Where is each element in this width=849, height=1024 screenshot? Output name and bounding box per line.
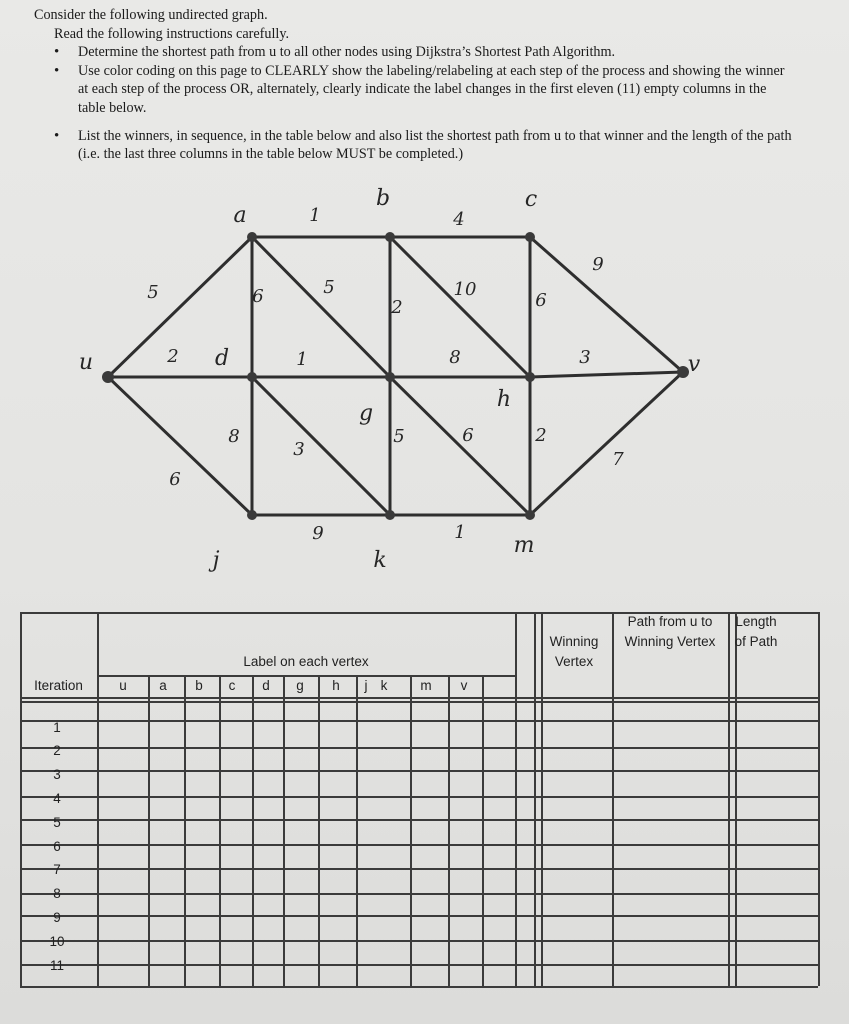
instruction-bullet-2: • Use color coding on this page to CLEARLY show the labeling/relabeling at each step of the process and showing the winner at each step of the process OR, alternately, clearly indicate the label changes in the first eleven (11) empty columns in the table below. bbox=[34, 62, 794, 118]
graph-node-m bbox=[525, 510, 535, 520]
vertex-column-h: h bbox=[332, 678, 340, 693]
graph-node-u bbox=[102, 371, 114, 383]
graph-node-label-b: b bbox=[375, 186, 391, 211]
table-row-line-6 bbox=[20, 796, 818, 798]
table-row-line-7 bbox=[20, 819, 818, 821]
table-row-line-12 bbox=[20, 940, 818, 942]
graph-node-c bbox=[525, 232, 535, 242]
edge-weight-u-a: 5 bbox=[147, 282, 159, 303]
edge-weight-j-k: 9 bbox=[312, 523, 324, 544]
edge-h-v bbox=[530, 372, 683, 377]
instructions bbox=[34, 6, 794, 164]
graph-node-h bbox=[525, 372, 535, 382]
iteration-row-4: 4 bbox=[53, 791, 61, 806]
graph-node-label-k: k bbox=[373, 548, 387, 573]
table-row-line-11 bbox=[20, 915, 818, 917]
edge-weight-b-g: 2 bbox=[391, 297, 403, 318]
graph-node-d bbox=[247, 372, 257, 382]
edge-u-a bbox=[108, 237, 252, 377]
iteration-row-5: 5 bbox=[53, 815, 61, 830]
edge-weight-d-k: 3 bbox=[293, 439, 305, 460]
table-row-line-5 bbox=[20, 770, 818, 772]
iteration-row-9: 9 bbox=[53, 910, 61, 925]
iteration-row-7: 7 bbox=[53, 862, 61, 877]
vertex-column-g: g bbox=[296, 678, 304, 693]
table-row-line-8 bbox=[20, 844, 818, 846]
edge-weight-h-m: 2 bbox=[535, 425, 547, 446]
graph-diagram bbox=[0, 175, 849, 595]
edge-weight-u-d: 2 bbox=[167, 346, 179, 367]
table-col-line-top-right bbox=[515, 612, 517, 675]
iteration-row-1: 1 bbox=[53, 720, 61, 735]
table-row-line-14 bbox=[20, 986, 818, 988]
header-label-on-each-vertex: Label on each vertex bbox=[243, 654, 369, 669]
edge-weight-g-h: 8 bbox=[449, 347, 461, 368]
edge-weight-h-v: 3 bbox=[579, 347, 591, 368]
header-path-from-u: Path from u to Winning Vertex bbox=[624, 614, 716, 649]
graph-node-a bbox=[247, 232, 257, 242]
table-col-line-16 bbox=[818, 612, 820, 986]
graph-node-j bbox=[247, 510, 257, 520]
vertex-column-m: m bbox=[420, 678, 432, 693]
edge-weight-m-v: 7 bbox=[612, 449, 624, 470]
graph-node-label-m: m bbox=[513, 533, 535, 558]
edge-weight-g-k: 5 bbox=[393, 426, 405, 447]
edge-a-g bbox=[252, 237, 390, 377]
graph-node-label-g: g bbox=[358, 401, 374, 426]
table-row-line-4 bbox=[20, 747, 818, 749]
table-col-line-13 bbox=[534, 612, 536, 986]
edge-weight-d-j: 8 bbox=[228, 426, 240, 447]
graph-node-label-v: v bbox=[687, 352, 701, 377]
graph-node-k bbox=[385, 510, 395, 520]
intro-text: Consider the following undirected graph. bbox=[34, 7, 268, 23]
graph-node-b bbox=[385, 232, 395, 242]
vertex-column-b: b bbox=[195, 678, 203, 693]
edge-weight-k-m: 1 bbox=[454, 522, 466, 543]
table-row-line-2 bbox=[20, 697, 818, 699]
intro-text-2: Read the following instructions carefully. bbox=[54, 25, 290, 42]
table-row-line-1 bbox=[97, 675, 515, 677]
edge-weight-u-j: 6 bbox=[169, 469, 181, 490]
graph-node-label-d: d bbox=[214, 346, 230, 371]
table-row-line-9 bbox=[20, 868, 818, 870]
iteration-row-2: 2 bbox=[53, 743, 61, 758]
edge-weight-g-m: 6 bbox=[462, 425, 474, 446]
graph-node-label-c: c bbox=[524, 187, 538, 212]
edge-weight-c-v: 9 bbox=[592, 254, 604, 275]
header-winning-vertex: Winning Vertex bbox=[549, 634, 599, 669]
iteration-row-8: 8 bbox=[53, 886, 61, 901]
table-col-line-0 bbox=[20, 612, 22, 986]
vertex-column-v: v bbox=[460, 678, 468, 693]
header-length-of-path: Length of Path bbox=[734, 614, 778, 649]
table-row-line-13 bbox=[20, 964, 818, 966]
table-row-line-3 bbox=[20, 720, 818, 722]
vertex-column-j: j bbox=[364, 678, 368, 693]
graph-node-label-a: a bbox=[233, 203, 247, 228]
instruction-bullet-3: • List the winners, in sequence, in the table below and also list the shortest path from u to that winner and the length of the path (i.e. the last three columns in the table below MUST be completed.) bbox=[34, 127, 794, 164]
edge-weight-b-c: 4 bbox=[453, 209, 465, 230]
table-col-line-15 bbox=[728, 612, 730, 986]
edge-weight-a-g: 5 bbox=[323, 277, 335, 298]
vertex-column-d: d bbox=[262, 678, 270, 693]
header-iteration: Iteration bbox=[34, 678, 83, 693]
instruction-bullet-1: • Determine the shortest path from u to all other nodes using Dijkstra’s Shortest Path Algorithm. bbox=[34, 43, 794, 62]
edge-weight-c-h: 6 bbox=[535, 290, 547, 311]
edge-weight-a-d: 6 bbox=[252, 286, 264, 307]
graph-node-label-j: j bbox=[212, 548, 220, 573]
iteration-row-11: 11 bbox=[49, 958, 64, 973]
table-row-line-10 bbox=[20, 893, 818, 895]
edge-c-v bbox=[530, 237, 683, 372]
vertex-column-c: c bbox=[228, 678, 236, 693]
graph-node-label-u: u bbox=[78, 350, 94, 375]
table-col-line-15b bbox=[735, 612, 737, 986]
graph-node-g bbox=[385, 372, 395, 382]
iteration-row-3: 3 bbox=[53, 767, 61, 782]
iteration-row-6: 6 bbox=[53, 839, 61, 854]
edge-weight-d-g: 1 bbox=[296, 349, 308, 370]
vertex-column-u: u bbox=[119, 678, 127, 693]
edge-weight-a-b: 1 bbox=[309, 205, 321, 226]
edge-weight-b-h: 10 bbox=[453, 279, 477, 300]
edge-m-v bbox=[530, 372, 683, 515]
vertex-column-k: k bbox=[380, 678, 388, 693]
vertex-column-a: a bbox=[159, 678, 167, 693]
graph-node-label-h: h bbox=[496, 387, 512, 412]
instruction-list bbox=[34, 43, 794, 164]
iteration-row-10: 10 bbox=[49, 934, 65, 949]
edge-d-k bbox=[252, 377, 390, 515]
table-row-line-extra bbox=[20, 701, 818, 703]
table-col-line-14 bbox=[612, 612, 614, 986]
